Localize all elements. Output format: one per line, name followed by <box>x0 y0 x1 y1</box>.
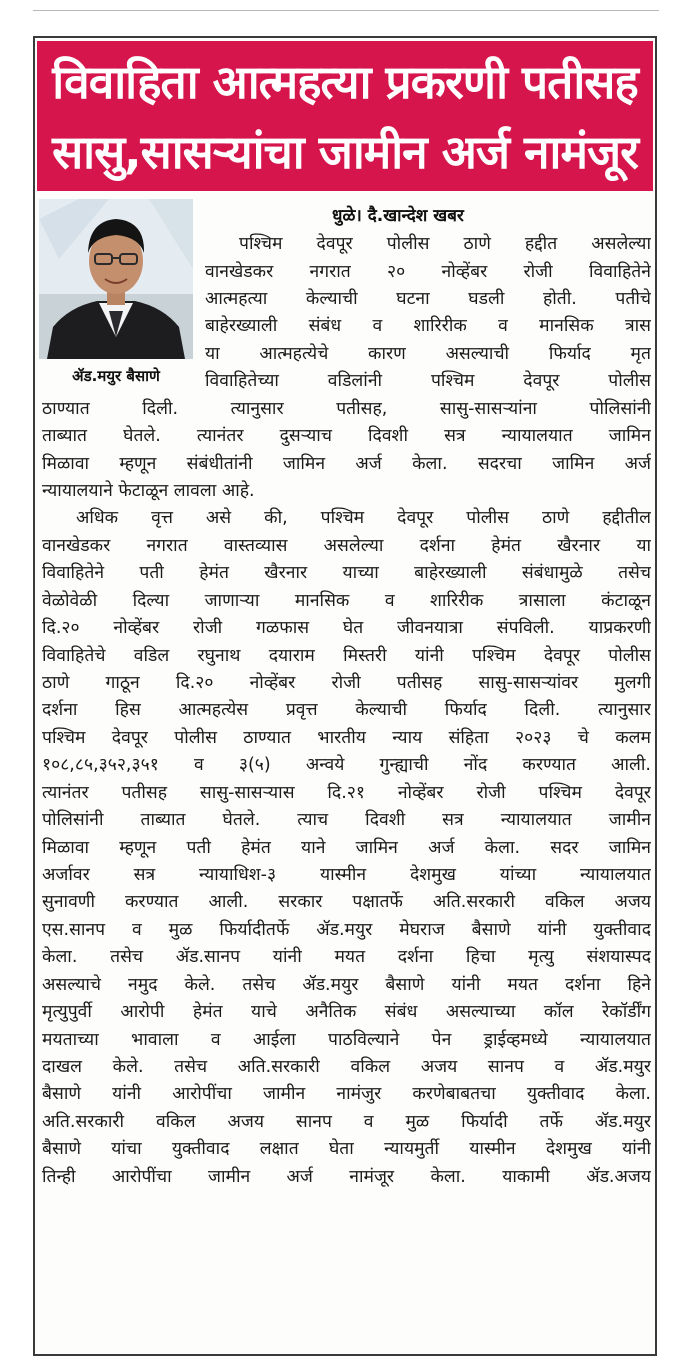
top-rule <box>33 10 659 11</box>
body-line: बाहेरख्याली संबंध व शारिरीक व मानसिक त्रास <box>205 316 651 336</box>
body-line: तिन्ही आरोपींचा जामीन अर्ज नामंजूर केला. याकामी ॲड.अजय <box>42 1167 651 1187</box>
body-line: १०८,८५,३५२,३५१ व ३(५) अन्वये गुन्ह्याची नोंद करण्यात आली. <box>42 755 651 775</box>
headline-line-2: सासु,सासऱ्यांचा जामीन अर्ज नामंजूर <box>52 125 638 179</box>
body-line: ठाण्यात दिली. त्यानुसार पतीसह, सासु-सासऱ्यांना पोलिसांनी <box>42 399 651 419</box>
dateline: धुळे। दै.खान्देश खबर <box>332 206 464 226</box>
body-line: ठाणे गाठून दि.२० नोव्हेंबर रोजी पतीसह सासु-सासऱ्यांवर मुलगी <box>42 673 651 693</box>
body-line: विवाहितेने पती हेमंत खैरनार याच्या बाहेरख्याली संबंधामुळे तसेच <box>42 563 651 583</box>
body-line: सुनावणी करण्यात आली. सरकार पक्षातर्फे अति.सरकारी वकिल अजय <box>42 892 651 912</box>
body-line: बैसाणे यांनी आरोपींचा जामीन नामंजुर करणेबाबतचा युक्तीवाद केला. <box>42 1084 651 1104</box>
body-line: केला. तसेच ॲड.सानप यांनी मयत दर्शना हिचा मृत्यु संशयास्पद <box>42 947 651 967</box>
body-line: त्यानंतर पतीसह सासु-सासऱ्यास दि.२१ नोव्हेंबर रोजी पश्चिम देवपूर <box>42 783 651 803</box>
body-line: असल्याचे नमुद केले. तसेच ॲड.मयुर बैसाणे यांनी मयत दर्शना हिने <box>42 975 651 995</box>
body-line: दर्शना हिस आत्महत्येस प्रवृत्त केल्याची फिर्याद दिली. त्यानुसार <box>42 700 651 720</box>
body-line: ताब्यात घेतले. त्यानंतर दुसऱ्याच दिवशी सत्र न्यायालयात जामिन <box>42 426 651 446</box>
body-line: आत्महत्या केल्याची घटना घडली होती. पतीचे <box>205 289 651 309</box>
body-line: मिळावा म्हणून संबंधीतांनी जामिन अर्ज केला. सदरचा जामिन अर्ज <box>42 454 651 474</box>
headline-line-1: विवाहिता आत्महत्या प्रकरणी पतीसह <box>52 55 638 109</box>
headline-banner <box>37 41 653 191</box>
body-line: न्यायालयाने फेटाळून लावला आहे. <box>42 481 255 501</box>
body-line: एस.सानप व मुळ फिर्यादीतर्फे ॲड.मयुर मेघराज बैसाणे यांनी युक्तीवाद <box>42 920 651 940</box>
body-line: अर्जावर सत्र न्यायाधिश-३ यास्मीन देशमुख यांच्या न्यायालयात <box>42 865 651 885</box>
body-line: पश्चिम देवपूर पोलीस ठाण्यात भारतीय न्याय संहिता २०२३ चे कलम <box>42 728 651 748</box>
body-line: बैसाणे यांचा युक्तीवाद लक्षात घेता न्यायमुर्ती यास्मीन देशमुख यांनी <box>42 1139 651 1159</box>
body-line: अधिक वृत्त असे की, पश्चिम देवपूर पोलीस ठाणे हद्दीतील <box>76 508 651 528</box>
body-line: विवाहितेचे वडिल रघुनाथ दयाराम मिस्तरी यांनी पश्चिम देवपूर पोलीस <box>42 646 651 666</box>
body-line: विवाहितेच्या वडिलांनी पश्चिम देवपूर पोलीस <box>205 371 651 391</box>
body-line: दाखल केले. तसेच अति.सरकारी वकिल अजय सानप व ॲड.मयुर <box>42 1057 651 1077</box>
body-line: वानखेडकर नगरात २० नोव्हेंबर रोजी विवाहितेने <box>205 262 651 282</box>
author-photo <box>39 199 193 359</box>
body-line: पश्चिम देवपूर पोलीस ठाणे हद्दीत असलेल्या <box>239 234 651 254</box>
body-line: दि.२० नोव्हेंबर रोजी गळफास घेत जीवनयात्रा संपविली. याप्रकरणी <box>42 618 651 638</box>
body-line: पोलिसांनी ताब्यात घेतले. त्याच दिवशी सत्र न्यायालयात जामीन <box>42 810 651 830</box>
body-line: मृत्युपुर्वी आरोपी हेमंत याचे अनैतिक संबंध असल्याच्या कॉल रेकॉर्डींग <box>42 1002 651 1022</box>
portrait-image <box>39 199 193 359</box>
body-line: मयताच्या भावाला व आईला पाठविल्याने पेन ड्राईव्हमध्ये न्यायालयात <box>42 1030 651 1050</box>
body-line: अति.सरकारी वकिल अजय सानप व मुळ फिर्यादी तर्फे ॲड.मयुर <box>42 1112 651 1132</box>
body-line: मिळावा म्हणून पती हेमंत याने जामिन अर्ज केला. सदर जामिन <box>42 838 651 858</box>
body-line: वानखेडकर नगरात वास्तव्यास असलेल्या दर्शना हेमंत खैरनार या <box>42 536 651 556</box>
body-line: वेळोवेळी दिल्या जाणाऱ्या मानसिक व शारिरीक त्रासाला कंटाळून <box>42 591 651 611</box>
body-line: या आत्महत्येचे कारण असल्याची फिर्याद मृत <box>205 344 651 364</box>
photo-caption: ॲड.मयुर बैसाणे <box>72 367 160 385</box>
